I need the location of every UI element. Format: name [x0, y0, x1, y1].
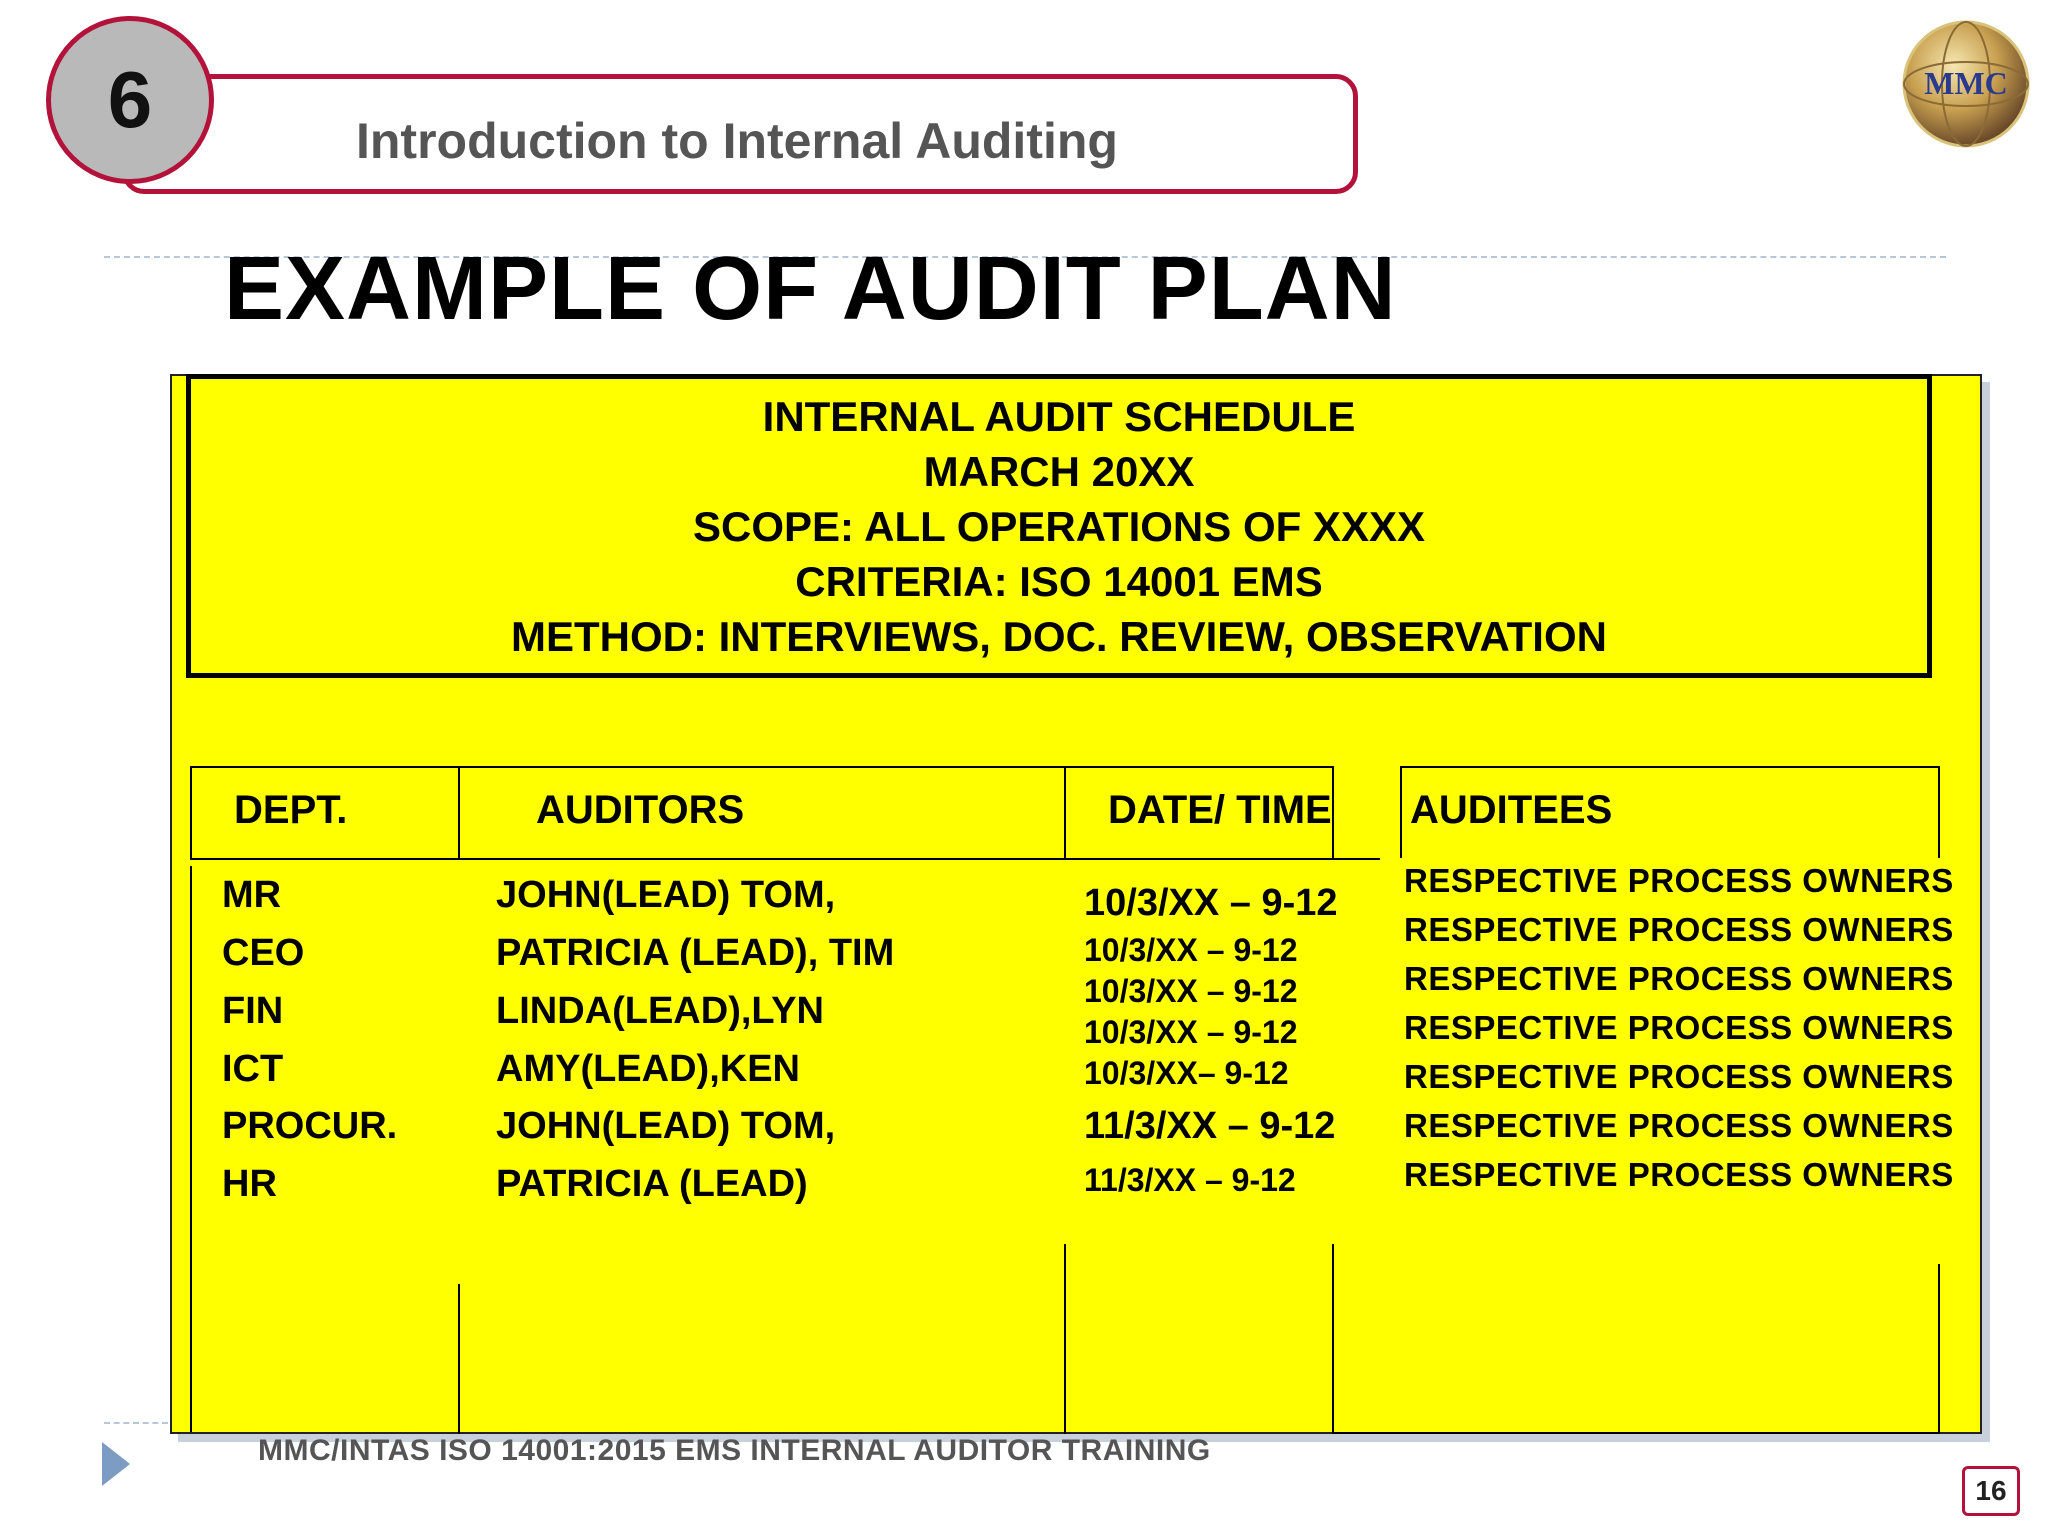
table-cell-auditees: RESPECTIVE PROCESS OWNERS [1404, 1107, 1954, 1144]
table-cell-auditors: PATRICIA (LEAD) [496, 1163, 808, 1205]
schedule-method: METHOD: INTERVIEWS, DOC. REVIEW, OBSERVATION [511, 612, 1607, 660]
table-cell-auditors: JOHN(LEAD) TOM, [496, 874, 836, 916]
table-cell-date: 10/3/XX – 9-12 [1084, 882, 1338, 924]
header-auditees: AUDITEES [1410, 788, 1613, 832]
schedule-info-box [186, 374, 1932, 678]
col-divider-dept-bottom [458, 1284, 460, 1434]
table-right-line [1938, 766, 1940, 858]
table-cell-date: 10/3/XX– 9-12 [1084, 1055, 1289, 1091]
col-divider-dept [458, 766, 460, 858]
schedule-criteria: CRITERIA: ISO 14001 EMS [795, 557, 1323, 605]
table-cell-dept: MR [222, 874, 282, 916]
table-top-line-auditees [1400, 766, 1938, 768]
mmc-logo [1896, 14, 2036, 154]
table-cell-auditees: RESPECTIVE PROCESS OWNERS [1404, 1058, 1954, 1095]
table-cell-dept: FIN [222, 990, 284, 1032]
play-arrow-icon [102, 1442, 130, 1486]
col-divider-date-bottom [1332, 1244, 1334, 1434]
table-cell-auditors: JOHN(LEAD) TOM, [496, 1105, 836, 1147]
schedule-title: INTERNAL AUDIT SCHEDULE [762, 392, 1356, 440]
divider-bottom [104, 1422, 168, 1424]
page-number: 16 [1962, 1466, 2020, 1516]
chapter-number-badge: 6 [46, 16, 214, 184]
table-cell-auditees: RESPECTIVE PROCESS OWNERS [1404, 1156, 1954, 1193]
table-cell-auditors: PATRICIA (LEAD), TIM [496, 932, 895, 974]
table-cell-auditees: RESPECTIVE PROCESS OWNERS [1404, 862, 1954, 899]
table-cell-date: 10/3/XX – 9-12 [1084, 973, 1298, 1009]
table-cell-date: 11/3/XX – 9-12 [1084, 1162, 1296, 1198]
header-dept: DEPT. [234, 788, 348, 832]
table-cell-dept: ICT [222, 1048, 284, 1090]
logo-text: MMC [1924, 65, 2008, 101]
header-date-time: DATE/ TIME [1108, 788, 1332, 832]
table-cell-date: 11/3/XX – 9-12 [1084, 1105, 1336, 1147]
table-cell-dept: PROCUR. [222, 1105, 398, 1147]
table-cell-date: 10/3/XX – 9-12 [1084, 932, 1298, 968]
col-divider-auditees [1400, 766, 1402, 858]
table-cell-auditees: RESPECTIVE PROCESS OWNERS [1404, 911, 1954, 948]
table-cell-auditees: RESPECTIVE PROCESS OWNERS [1404, 960, 1954, 997]
col-divider-date [1332, 766, 1334, 858]
schedule-month: MARCH 20XX [923, 447, 1195, 495]
table-top-line [190, 766, 1332, 768]
table-cell-date: 10/3/XX – 9-12 [1084, 1014, 1298, 1050]
table-cell-dept: CEO [222, 932, 305, 974]
table-cell-auditees: RESPECTIVE PROCESS OWNERS [1404, 1009, 1954, 1046]
table-cell-auditors: LINDA(LEAD),LYN [496, 990, 824, 1032]
table-cell-auditors: AMY(LEAD),KEN [496, 1048, 800, 1090]
table-cell-dept: HR [222, 1163, 277, 1205]
schedule-scope: SCOPE: ALL OPERATIONS OF XXXX [693, 502, 1425, 550]
header-auditors: AUDITORS [536, 788, 745, 832]
table-left-line-body [190, 866, 192, 1432]
footer-text: MMC/INTAS ISO 14001:2015 EMS INTERNAL AUDITOR TRAINING [258, 1434, 1211, 1467]
slide-title: EXAMPLE OF AUDIT PLAN [224, 239, 1397, 339]
col-divider-auditors-bottom [1064, 1244, 1066, 1434]
col-divider-auditors [1064, 766, 1066, 858]
header-title: Introduction to Internal Auditing [356, 113, 1118, 169]
table-header-line [190, 858, 1380, 860]
table-bottom-line [1332, 1432, 1938, 1434]
table-right-line-bottom [1938, 1264, 1940, 1434]
table-left-line [190, 766, 192, 858]
